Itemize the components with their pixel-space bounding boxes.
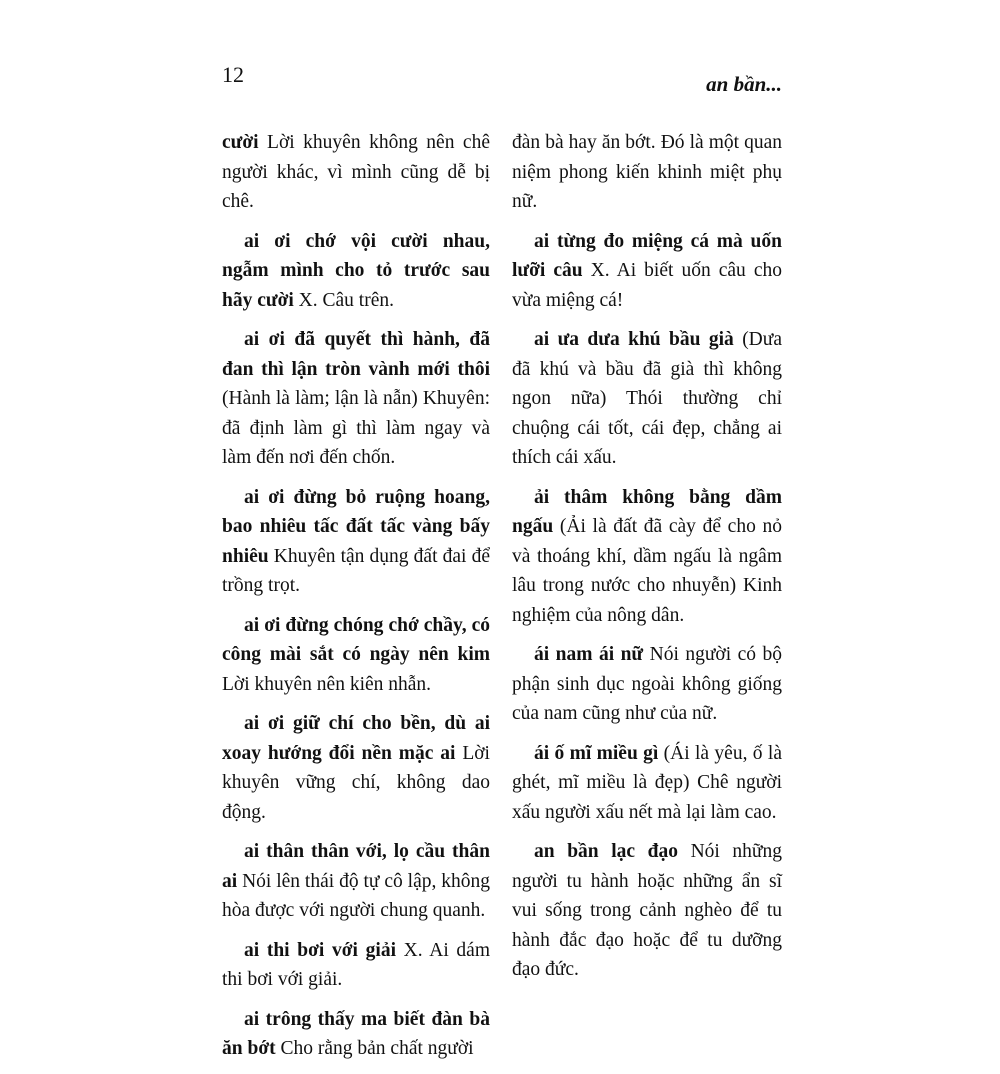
entry-definition: (Hành là làm; lận là nẫn) Khuyên: đã định làm gì thì làm ngay và làm đến nơi đến chốn.	[222, 388, 490, 468]
entry-term: ải thâm không bằng dầm ngấu	[512, 486, 782, 537]
dictionary-entry	[222, 483, 490, 601]
running-head: an bần...	[706, 72, 782, 96]
entry-definition: (Ái là yêu, ố là ghét, mĩ miều là đẹp) Chê người xấu người xấu nết mà lại làm cao.	[512, 742, 782, 823]
entry-definition: X. Câu trên.	[293, 289, 394, 311]
dictionary-entry	[512, 837, 782, 985]
entry-definition: (Dưa đã khú và bầu đã già thì không ngon nữa) Thói thường chỉ chuộng cái tốt, cái đẹp, chẳng ai thích cái xấu.	[512, 329, 782, 468]
entry-term: ai thi bơi với giải	[244, 939, 396, 961]
entry-definition: đàn bà hay ăn bớt. Đó là một quan niệm phong kiến khinh miệt phụ nữ.	[512, 132, 782, 212]
entry-term: an bần lạc đạo	[534, 841, 678, 862]
entry-definition: Cho rằng bản chất người	[275, 1038, 474, 1059]
dictionary-entry	[512, 227, 782, 316]
left-column	[222, 128, 490, 1074]
dictionary-entry	[512, 640, 782, 729]
entry-definition: Nói lên thái độ tự cô lập, không hòa được với người chung quanh.	[222, 870, 490, 921]
entry-definition: Lời khuyên nên kiên nhẫn.	[222, 673, 432, 695]
dictionary-entry	[512, 739, 782, 828]
dictionary-entry	[222, 611, 490, 700]
entry-term: ai ưa dưa khú bầu già	[534, 329, 734, 350]
dictionary-entry	[222, 936, 490, 995]
dictionary-entry	[222, 227, 490, 316]
entry-term: ai thân thân với, lọ cầu thân ai	[222, 841, 490, 892]
entry-term: ai ơi đừng chóng chớ chầy, có công mài sắt có ngày nên kim	[222, 614, 490, 665]
dictionary-entry	[512, 483, 782, 631]
entry-term: ai ơi đừng bỏ ruộng hoang, bao nhiêu tấc đất tấc vàng bấy nhiêu	[222, 486, 490, 567]
dictionary-entry	[222, 709, 490, 827]
entry-term: ai ơi đã quyết thì hành, đã đan thì lận tròn vành mới thôi	[222, 329, 490, 380]
dictionary-entry	[222, 325, 490, 473]
entry-definition: Nói người có bộ phận sinh dục ngoài không giống của nam cũng như của nữ.	[512, 644, 782, 724]
entry-term: ai ơi giữ chí cho bền, dù ai xoay hướng đổi nền mặc ai	[222, 713, 490, 764]
entry-definition: (Ải là đất đã cày để cho nỏ và thoáng khí, dầm ngấu là ngâm lâu trong nước cho nhuyễn) Kinh nghiệm của nông dân.	[512, 516, 782, 626]
dictionary-entry	[222, 837, 490, 926]
entry-definition: X. Ai biết uốn câu cho vừa miệng cá!	[512, 260, 782, 311]
entry-term: ái ố mĩ miều gì	[534, 742, 659, 764]
entry-term: cười	[222, 132, 259, 153]
dictionary-entry	[512, 325, 782, 473]
entry-definition: X. Ai dám thi bơi với giải.	[222, 939, 490, 990]
entry-definition: Khuyên tận dụng đất đai để trồng trọt.	[222, 545, 490, 596]
entry-definition: Lời khuyên không nên chê người khác, vì mình cũng dễ bị chê.	[222, 132, 490, 212]
dictionary-entry	[512, 128, 782, 217]
dictionary-entry	[222, 128, 490, 217]
entry-term: ai trông thấy ma biết đàn bà ăn bớt	[222, 1008, 490, 1059]
entry-term: ai ơi chớ vội cười nhau, ngẫm mình cho tỏ trước sau hãy cười	[222, 230, 490, 311]
dictionary-entry	[222, 1005, 490, 1064]
entry-term: ái nam ái nữ	[534, 644, 644, 665]
entry-definition: Lời khuyên vững chí, không dao động.	[222, 742, 490, 823]
right-column	[512, 128, 782, 995]
page-number: 12	[222, 62, 244, 87]
entry-term: ai từng đo miệng cá mà uốn lưỡi câu	[512, 230, 782, 281]
entry-definition: Nói những người tu hành hoặc những ẩn sĩ vui sống trong cảnh nghèo để tu hành đắc đạo hoặc để tu dưỡng đạo đức.	[512, 841, 782, 980]
